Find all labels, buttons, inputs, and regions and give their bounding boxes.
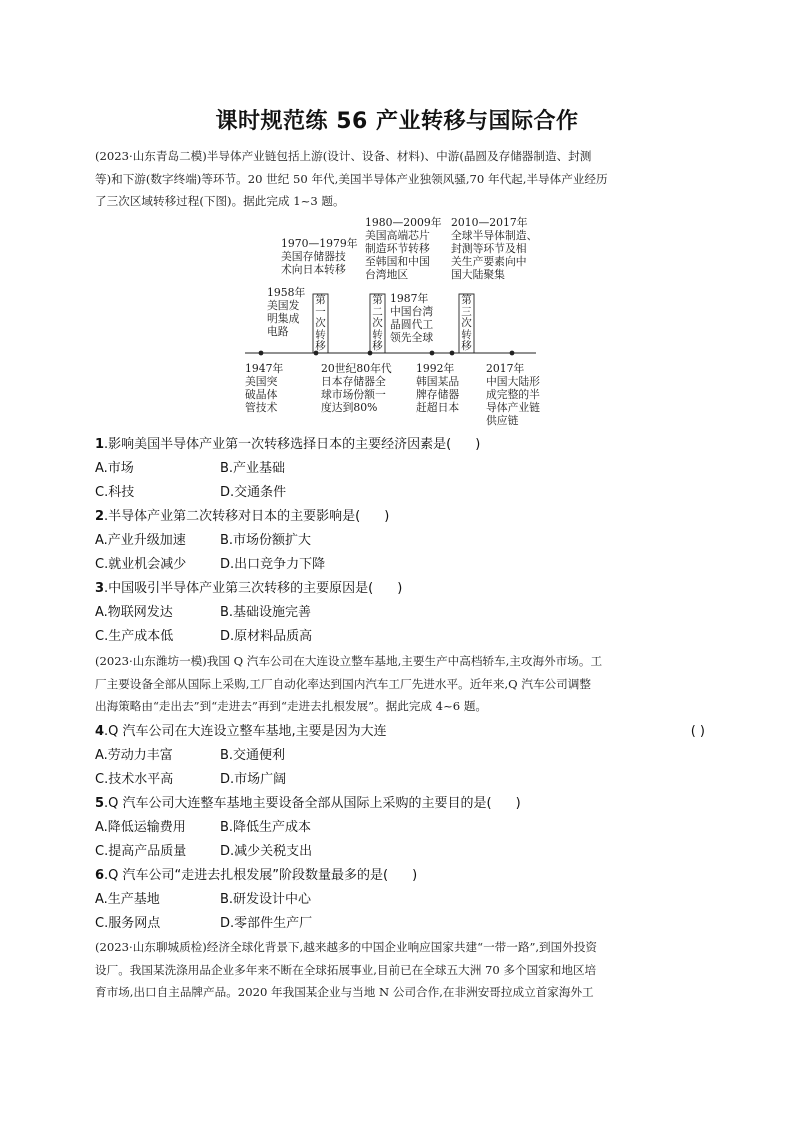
option-b[interactable]: B.降低生产成本 [220,820,312,835]
passage-line: 出海策略由“走出去”到“走进去”再到“走进去扎根发展”。据此完成 4~6 题。 [95,699,488,713]
event-1970-1979: 1970—1979年 美国存储器技 术向日本转移 [281,237,358,276]
question-1: 1.影响美国半导体产业第一次转移选择日本的主要经济因素是( ) A.市场 B.产业基础 C.科技 D.交通条件 [95,433,705,505]
semiconductor-transfer-timeline [240,214,560,427]
passage-line: 了三次区域转移过程(下图)。据此完成 1~3 题。 [95,194,345,208]
option-a[interactable]: A.物联网发达 [95,605,173,620]
question-stem: .影响美国半导体产业第一次转移选择日本的主要经济因素是( [104,437,452,452]
timeline-dot [450,351,455,356]
question-2: 2.半导体产业第二次转移对日本的主要影响是( ) A.产业升级加速 B.市场份额扩大 C.就业机会减少 D.出口竞争力下降 [95,505,705,577]
passage-line: (2023·山东潍坊一模)我国 Q 汽车公司在大连设立整车基地,主要生产中高档轿车,主攻海外市场。工 [95,654,603,668]
third-transfer-label: 第 三 次 转 移 [461,294,472,352]
option-a[interactable]: A.产业升级加速 [95,533,186,548]
passage-line: (2023·山东聊城质检)经济全球化背景下,越来越多的中国企业响应国家共建“一带一路”,到国外投资 [95,940,598,954]
event-1947: 1947年 美国突 破晶体 管技术 [245,362,284,414]
event-1958: 1958年 美国发 明集成 电路 [267,286,306,338]
question-5: 5.Q 汽车公司大连整车基地主要设备全部从国际上采购的主要目的是( ) A.降低运输费用 B.降低生产成本 C.提高产品质量 D.减少关税支出 [95,792,705,864]
option-d[interactable]: D.交通条件 [220,485,287,500]
event-1992: 1992年 韩国某品 牌存储器 赶超日本 [416,362,460,414]
question-stem: .半导体产业第二次转移对日本的主要影响是( [104,509,361,524]
timeline-dot [259,351,264,356]
passage-line: 等)和下游(数字终端)等环节。20 世纪 50 年代,美国半导体产业独领风骚,70 年代起,半导体产业经历 [95,171,608,186]
option-b[interactable]: B.交通便利 [220,748,286,763]
option-b[interactable]: B.市场份额扩大 [220,533,312,548]
passage-line: 育市场,出口自主品牌产品。2020 年我国某企业与当地 N 公司合作,在非洲安哥拉成立首家海外工 [95,985,594,999]
option-d[interactable]: D.零部件生产厂 [220,916,313,931]
question-3: 3.中国吸引半导体产业第三次转移的主要原因是( ) A.物联网发达 B.基础设施完善 C.生产成本低 D.原材料品质高 [95,577,705,649]
question-4: 4.Q 汽车公司在大连设立整车基地,主要是因为大连 ( ) A.劳动力丰富 B.交通便利 C.技术水平高 D.市场广阔 [95,720,705,792]
option-d[interactable]: D.出口竞争力下降 [220,557,326,572]
passage-1 [95,145,700,213]
event-2010-2017: 2010—2017年 全球半导体制造、 封测等环节及相 关生产要素向中 国大陆聚集 [451,216,538,281]
option-c[interactable]: C.科技 [95,485,135,500]
option-c[interactable]: C.就业机会减少 [95,557,187,572]
option-a[interactable]: A.劳动力丰富 [95,748,173,763]
option-b[interactable]: B.研发设计中心 [220,892,312,907]
question-6: 6.Q 汽车公司“走进去扎根发展”阶段数量最多的是( ) A.生产基地 B.研发设计中心 C.服务网点 D.零部件生产厂 [95,864,705,936]
passage-line: 设厂。我国某洗涤用品企业多年来不断在全球拓展事业,目前已在全球五大洲 70 多个国家和地区培 [95,962,597,977]
passage-line: 厂主要设备全部从国际上采购,工厂自动化率达到国内汽车工厂先进水平。近年来,Q 汽车公司调整 [95,676,591,691]
option-a[interactable]: A.降低运输费用 [95,820,186,835]
option-b[interactable]: B.产业基础 [220,461,286,476]
question-stem: .Q 汽车公司在大连设立整车基地,主要是因为大连 [104,724,387,739]
event-2017: 2017年 中国大陆形 成完整的半 导体产业链 供应链 [486,362,540,427]
option-d[interactable]: D.原材料品质高 [220,629,313,644]
option-a[interactable]: A.市场 [95,461,134,476]
option-a[interactable]: A.生产基地 [95,892,160,907]
event-1980-2009: 1980—2009年 美国高端芯片 制造环节转移 至韩国和中国 台湾地区 [365,216,442,281]
event-1987: 1987年 中国台湾 晶圆代工 领先全球 [390,292,434,344]
timeline-dot [430,351,435,356]
first-transfer-label: 第 一 次 转 移 [315,294,326,352]
timeline-dot [510,351,515,356]
option-c[interactable]: C.技术水平高 [95,772,174,787]
option-d[interactable]: D.减少关税支出 [220,844,313,859]
page-title: 课时规范练 56 产业转移与国际合作 [215,109,579,134]
option-c[interactable]: C.生产成本低 [95,629,174,644]
question-stem: .中国吸引半导体产业第三次转移的主要原因是( [104,581,374,596]
passage-line: (2023·山东青岛二模)半导体产业链包括上游(设计、设备、材料)、中游(晶圆及存储器制造、封测 [95,149,592,163]
option-d[interactable]: D.市场广阔 [220,772,287,787]
second-transfer-label: 第 二 次 转 移 [372,294,383,352]
option-b[interactable]: B.基础设施完善 [220,605,312,620]
question-stem: .Q 汽车公司“走进去扎根发展”阶段数量最多的是( [104,868,389,883]
option-c[interactable]: C.提高产品质量 [95,844,187,859]
passage-2 [95,650,700,718]
question-stem: .Q 汽车公司大连整车基地主要设备全部从国际上采购的主要目的是( [104,796,492,811]
event-1980s: 20世纪80年代 日本存储器全 球市场份额一 度达到80% [321,362,392,414]
passage-3 [95,936,700,1004]
option-c[interactable]: C.服务网点 [95,916,161,931]
